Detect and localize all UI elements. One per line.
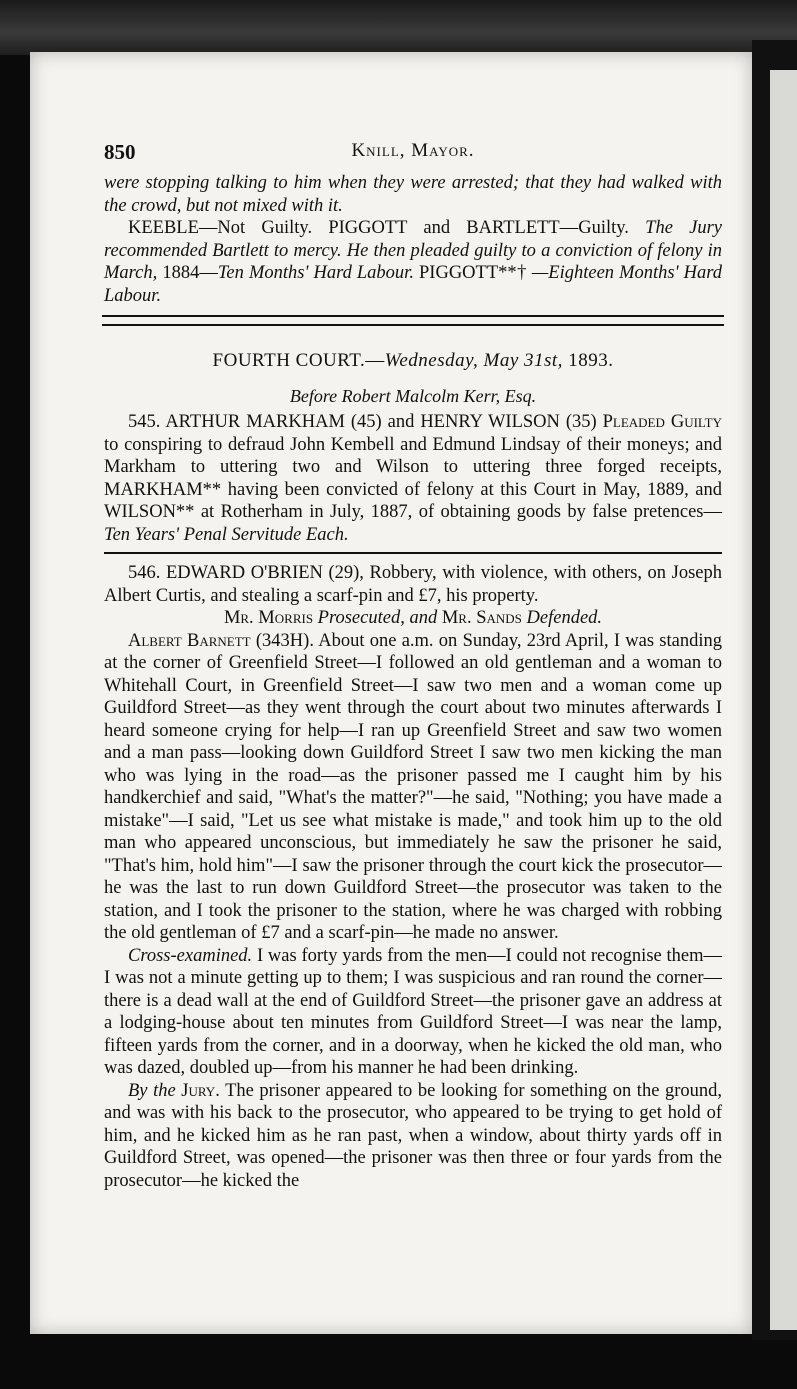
witness-name: Albert Barnett xyxy=(128,630,251,651)
plea: Pleaded Guilty xyxy=(602,412,722,432)
name-markham: MARKHAM** xyxy=(104,479,222,500)
sentence-bartlett: Ten Months' Hard Labour. xyxy=(217,263,414,283)
case-number: 546. xyxy=(128,563,161,583)
jury-label-sc: Jury. xyxy=(181,1080,220,1101)
verdict-piggott-bartlett: PIGGOTT and BARTLETT—Guilty. xyxy=(328,218,629,238)
jury-label: By the xyxy=(128,1080,176,1101)
page-number: 850 xyxy=(104,140,136,164)
book-page xyxy=(30,52,752,1334)
running-head xyxy=(104,132,722,172)
continuation-line: were stopping talking to him when they were arrested; that they had walked with the crowd, but not mixed with it. xyxy=(104,173,722,216)
defendant-age: (35) xyxy=(565,412,597,432)
case-546 xyxy=(104,562,722,607)
judge-line: Before Robert Malcolm Kerr, Esq. xyxy=(289,386,537,406)
court-date: Wednesday, May 31st, xyxy=(384,350,563,371)
cross-text: I was forty yards from the men—I could not recognise them—I was not a minute getting up to them; I was suspicious and ran round the corner—there is a dead wall at the end of Guildford Street—the prisoner gave an address at a lodging-house about ten minutes from Guildford Street—I was near the lamp, fifteen yards from the corner, and in a doorway, when he kicked the old man, who was dazed, doubled up—from his manner he had been drinking. xyxy=(104,945,723,1078)
court-name: FOURTH COURT.— xyxy=(212,350,385,371)
prosecution-counsel: Mr. Morris xyxy=(223,608,314,628)
jury-text: The prisoner appeared to be looking for something on the ground, and was with his back to the prosecutor, who appeared to be trying to get hold of him, and he kicked him as he ran past, when a window, about thirty yards off in Guildford Street, was opened—the prisoner was then three or four yards from the prosecutor—he kicked the xyxy=(104,1080,723,1191)
conjunction: and xyxy=(387,412,415,432)
sentence: Ten Years' Penal Servitude Each. xyxy=(104,524,349,545)
facing-page-edge xyxy=(770,70,797,1330)
charge-text: Robbery, with violence, with others, on Joseph Albert Curtis, and stealing a scarf-pin and £7, his property. xyxy=(104,563,722,606)
court-year: 1893. xyxy=(568,350,614,371)
cross-examination xyxy=(104,945,722,1080)
defendant-age: (29), xyxy=(328,563,364,583)
conviction-text: at Rotherham in July, 1887, of obtaining goods by false pretences— xyxy=(200,502,722,522)
defendant-obrien: EDWARD O'BRIEN xyxy=(165,563,323,583)
defence-counsel: Mr. Sands xyxy=(441,608,522,628)
prior-conviction: He then pleaded guilty to a conviction of felony in March, xyxy=(104,240,723,283)
name-wilson: WILSON** xyxy=(104,502,195,522)
counsel-line xyxy=(104,607,722,630)
name-piggott: PIGGOTT**† xyxy=(419,263,527,283)
defendant-wilson: HENRY WILSON xyxy=(420,412,560,432)
cross-label: Cross-examined. xyxy=(128,945,253,966)
jury-recommendation: The Jury recommended Bartlett to mercy. xyxy=(104,218,723,261)
section-rule xyxy=(104,552,722,554)
running-title: Knill, Mayor. xyxy=(351,140,475,161)
defendant-age: (45) xyxy=(350,412,382,432)
case-545 xyxy=(104,411,722,546)
witness-testimony xyxy=(104,630,722,945)
verdict-paragraph xyxy=(104,217,722,307)
testimony-text: About one a.m. on Sunday, 23rd April, I was standing at the corner of Greenfield Street—I followed an old gentleman and a woman to Whitehall Court, in Greenfield Street—I saw two men and a woman come up Guildford Street—as they went through the court about two minutes afterwards I heard someone crying for help—I ran up Greenfield Street and saw two women and a man pass—looking down Guildford Street I saw two men kicking the man who was lying in the road—as the prisoner passed me I caught him by his handkerchief and said, "What's the matter?"—he said, "Nothing; you have made a mistake"—I said, "Let us see what mistake is made," and took him up to the old man who appeared unconscious, but immediately he saw the prisoner he said, "That's him, hold him"—I saw the prisoner through the court kick the prosecutor—he was the last to run down Guildford Street—the prosecutor was taken to the station, and I took the prisoner to the station, where he was charged with robbing the old gentleman of £7 and a scarf-pin—he made no answer. xyxy=(104,630,722,943)
defendant-markham: ARTHUR MARKHAM xyxy=(165,412,345,432)
jury-question xyxy=(104,1080,722,1193)
counsel-role: Defended. xyxy=(526,608,603,628)
continuation-text xyxy=(104,172,722,217)
verdict-keeble: KEEBLE—Not Guilty. xyxy=(128,218,313,238)
page-content xyxy=(104,132,722,1192)
court-heading xyxy=(104,350,722,372)
witness-id: (343H). xyxy=(255,630,314,651)
section-rule-double xyxy=(102,315,724,326)
charge-text: to conspiring to defraud John Kembell and Edmund Lindsay of their moneys; and Markham to uttering two and Wilson to uttering three forged receipts, xyxy=(104,434,722,477)
scan-top-edge xyxy=(0,0,797,55)
counsel-role: Prosecuted, and xyxy=(317,608,438,628)
prior-conviction-year: 1884— xyxy=(162,263,218,283)
sentence-piggott: —Eighteen Months' Hard Labour. xyxy=(104,263,722,306)
conviction-text: having been convicted of felony at this Court in May, 1889, and xyxy=(227,479,723,500)
case-number: 545. xyxy=(128,412,161,432)
